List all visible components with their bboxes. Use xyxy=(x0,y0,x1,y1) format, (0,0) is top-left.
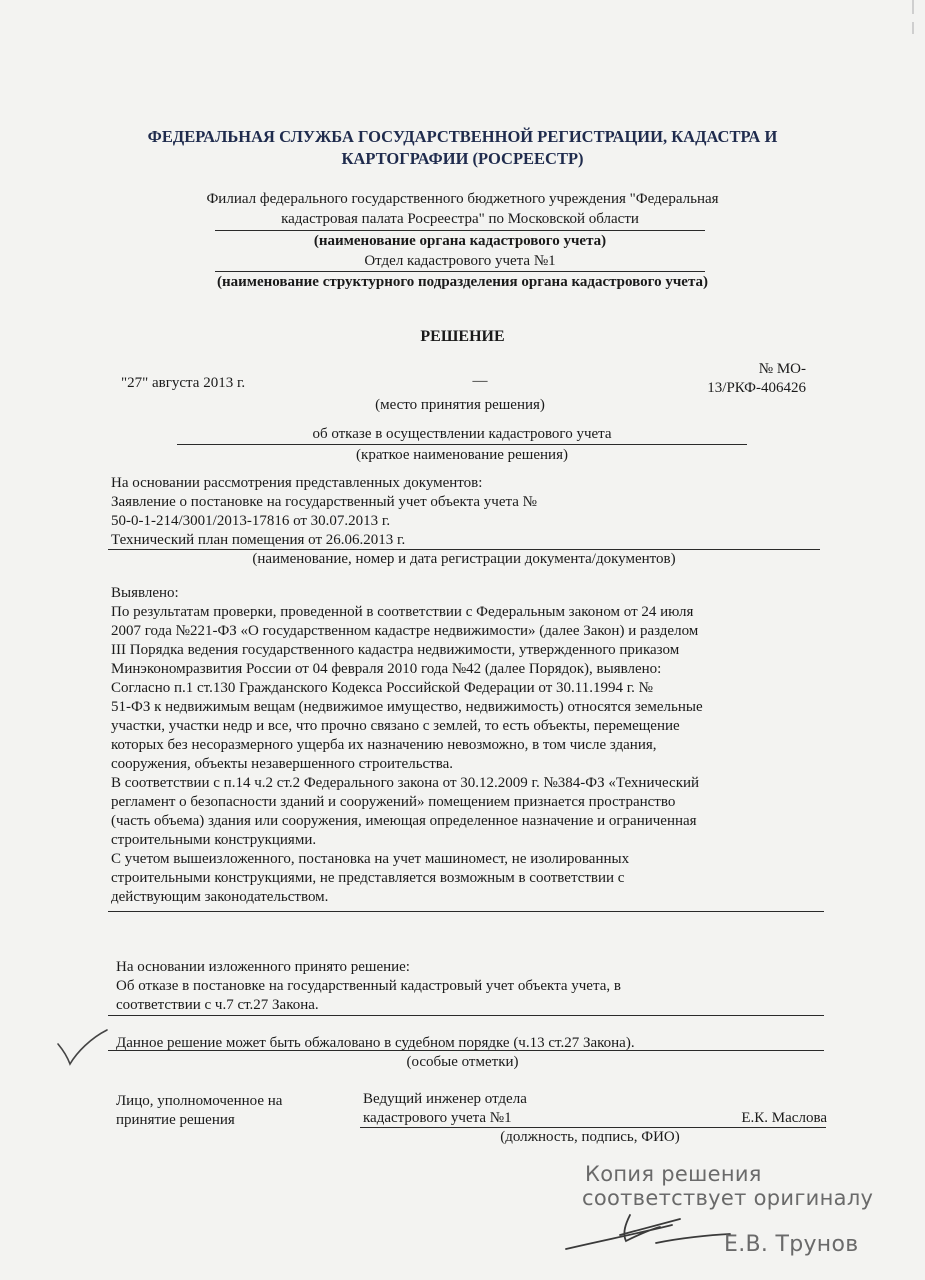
resolution-line: На основании изложенного принято решение: xyxy=(116,959,410,975)
stamp-line1: Копия решения xyxy=(585,1162,762,1186)
appeal-underline xyxy=(108,1050,824,1051)
findings-line: С учетом вышеизложенного, постановка на учет машиномест, не изолированных xyxy=(111,851,630,867)
findings-line: строительными конструкциями. xyxy=(111,832,317,848)
findings-line: регламент о безопасности зданий и сооружений» помещением признается пространство xyxy=(111,794,676,810)
branch-underline xyxy=(215,230,705,231)
stamp-name: Е.В. Трунов xyxy=(724,1232,859,1257)
scan-edge-mark xyxy=(912,0,914,14)
decision-short-name: об отказе в осуществлении кадастрового учета xyxy=(312,426,612,442)
department-caption: (наименование структурного подразделения органа кадастрового учета) xyxy=(216,274,708,290)
stamp-signature-icon xyxy=(560,1205,735,1255)
findings-line: участки, участки недр и все, что прочно связано с землей, то есть объекты, перемещение xyxy=(111,718,680,734)
signatory-name: Е.К. Маслова xyxy=(741,1110,827,1126)
basis-caption: (наименование, номер и дата регистрации документа/документов) xyxy=(252,551,676,567)
findings-line: (часть объема) здания или сооружения, имеющая определенное назначение и ограниченная xyxy=(111,813,697,829)
findings-line: В соответствии с п.14 ч.2 ст.2 Федерального закона от 30.12.2009 г. №384-ФЗ «Технический xyxy=(111,775,700,791)
basis-line: Заявление о постановке на государственный учет объекта учета № xyxy=(111,494,537,510)
findings-line: действующим законодательством. xyxy=(111,889,329,905)
decision-title: РЕШЕНИЕ xyxy=(420,328,505,345)
short-name-caption: (краткое наименование решения) xyxy=(356,447,568,463)
decision-date: "27" августа 2013 г. xyxy=(121,375,246,391)
decision-number-line2: 13/РКФ-406426 xyxy=(707,380,806,396)
short-name-underline xyxy=(177,444,747,445)
signatory-position-line1: Ведущий инженер отдела xyxy=(363,1091,527,1107)
branch-name-line1: Филиал федерального государственного бюджетного учреждения "Федеральная xyxy=(206,191,719,207)
signatory-role-line1: Лицо, уполномоченное на xyxy=(116,1093,283,1109)
agency-title-line1: ФЕДЕРАЛЬНАЯ СЛУЖБА ГОСУДАРСТВЕННОЙ РЕГИСТРАЦИИ, КАДАСТРА И xyxy=(147,127,778,146)
place-caption: (место принятия решения) xyxy=(375,397,545,413)
findings-line: Согласно п.1 ст.130 Гражданского Кодекса Российской Федерации от 30.11.1994 г. № xyxy=(111,680,653,696)
decision-number-line1: № МО- xyxy=(758,361,806,377)
stamp-line2: соответствует оригиналу xyxy=(582,1186,874,1210)
resolution-line: Об отказе в постановке на государственный кадастровый учет объекта учета, в xyxy=(116,978,621,994)
department-underline xyxy=(215,271,705,272)
findings-line: Минэкономразвития России от 04 февраля 2010 года №42 (далее Порядок), выявлено: xyxy=(111,661,662,677)
basis-line: На основании рассмотрения представленных документов: xyxy=(111,475,483,491)
findings-line: сооружения, объекты незавершенного строительства. xyxy=(111,756,454,772)
resolution-line: соответствии с ч.7 ст.27 Закона. xyxy=(116,997,319,1013)
findings-line: строительными конструкциями, не представляется возможным в соответствии с xyxy=(111,870,625,886)
branch-caption: (наименование органа кадастрового учета) xyxy=(313,233,607,249)
signatory-role-line2: принятие решения xyxy=(116,1112,235,1128)
scan-edge-mark xyxy=(912,22,914,34)
handwritten-check-icon xyxy=(55,1026,110,1068)
findings-line: Выявлено: xyxy=(111,585,179,601)
findings-line: которых без несоразмерного ущерба их назначению невозможно, в том числе здания, xyxy=(111,737,657,753)
resolution-underline xyxy=(108,1015,824,1016)
department-name: Отдел кадастрового учета №1 xyxy=(364,253,556,269)
agency-title-line2: КАРТОГРАФИИ (РОСРЕЕСТР) xyxy=(341,149,584,168)
appeal-caption: (особые отметки) xyxy=(406,1054,519,1070)
signature-caption: (должность, подпись, ФИО) xyxy=(500,1129,680,1145)
decision-place: — xyxy=(472,373,488,389)
findings-underline xyxy=(108,911,824,912)
signatory-position-line2: кадастрового учета №1 xyxy=(363,1110,512,1126)
findings-line: 2007 года №221-ФЗ «О государственном кадастре недвижимости» (далее Закон) и разделом xyxy=(111,623,699,639)
basis-line: 50-0-1-214/3001/2013-17816 от 30.07.2013 г. xyxy=(111,513,391,529)
findings-line: III Порядка ведения государственного кадастра недвижимости, утвержденного приказом xyxy=(111,642,680,658)
findings-line: 51-ФЗ к недвижимым вещам (недвижимое имущество, недвижимость) относятся земельные xyxy=(111,699,703,715)
appeal-note: Данное решение может быть обжаловано в судебном порядке (ч.13 ст.27 Закона). xyxy=(116,1035,635,1051)
branch-name-line2: кадастровая палата Росреестра" по Московской области xyxy=(281,211,639,227)
findings-line: По результатам проверки, проведенной в соответствии с Федеральным законом от 24 июля xyxy=(111,604,694,620)
basis-line: Технический план помещения от 26.06.2013 г. xyxy=(111,532,406,548)
